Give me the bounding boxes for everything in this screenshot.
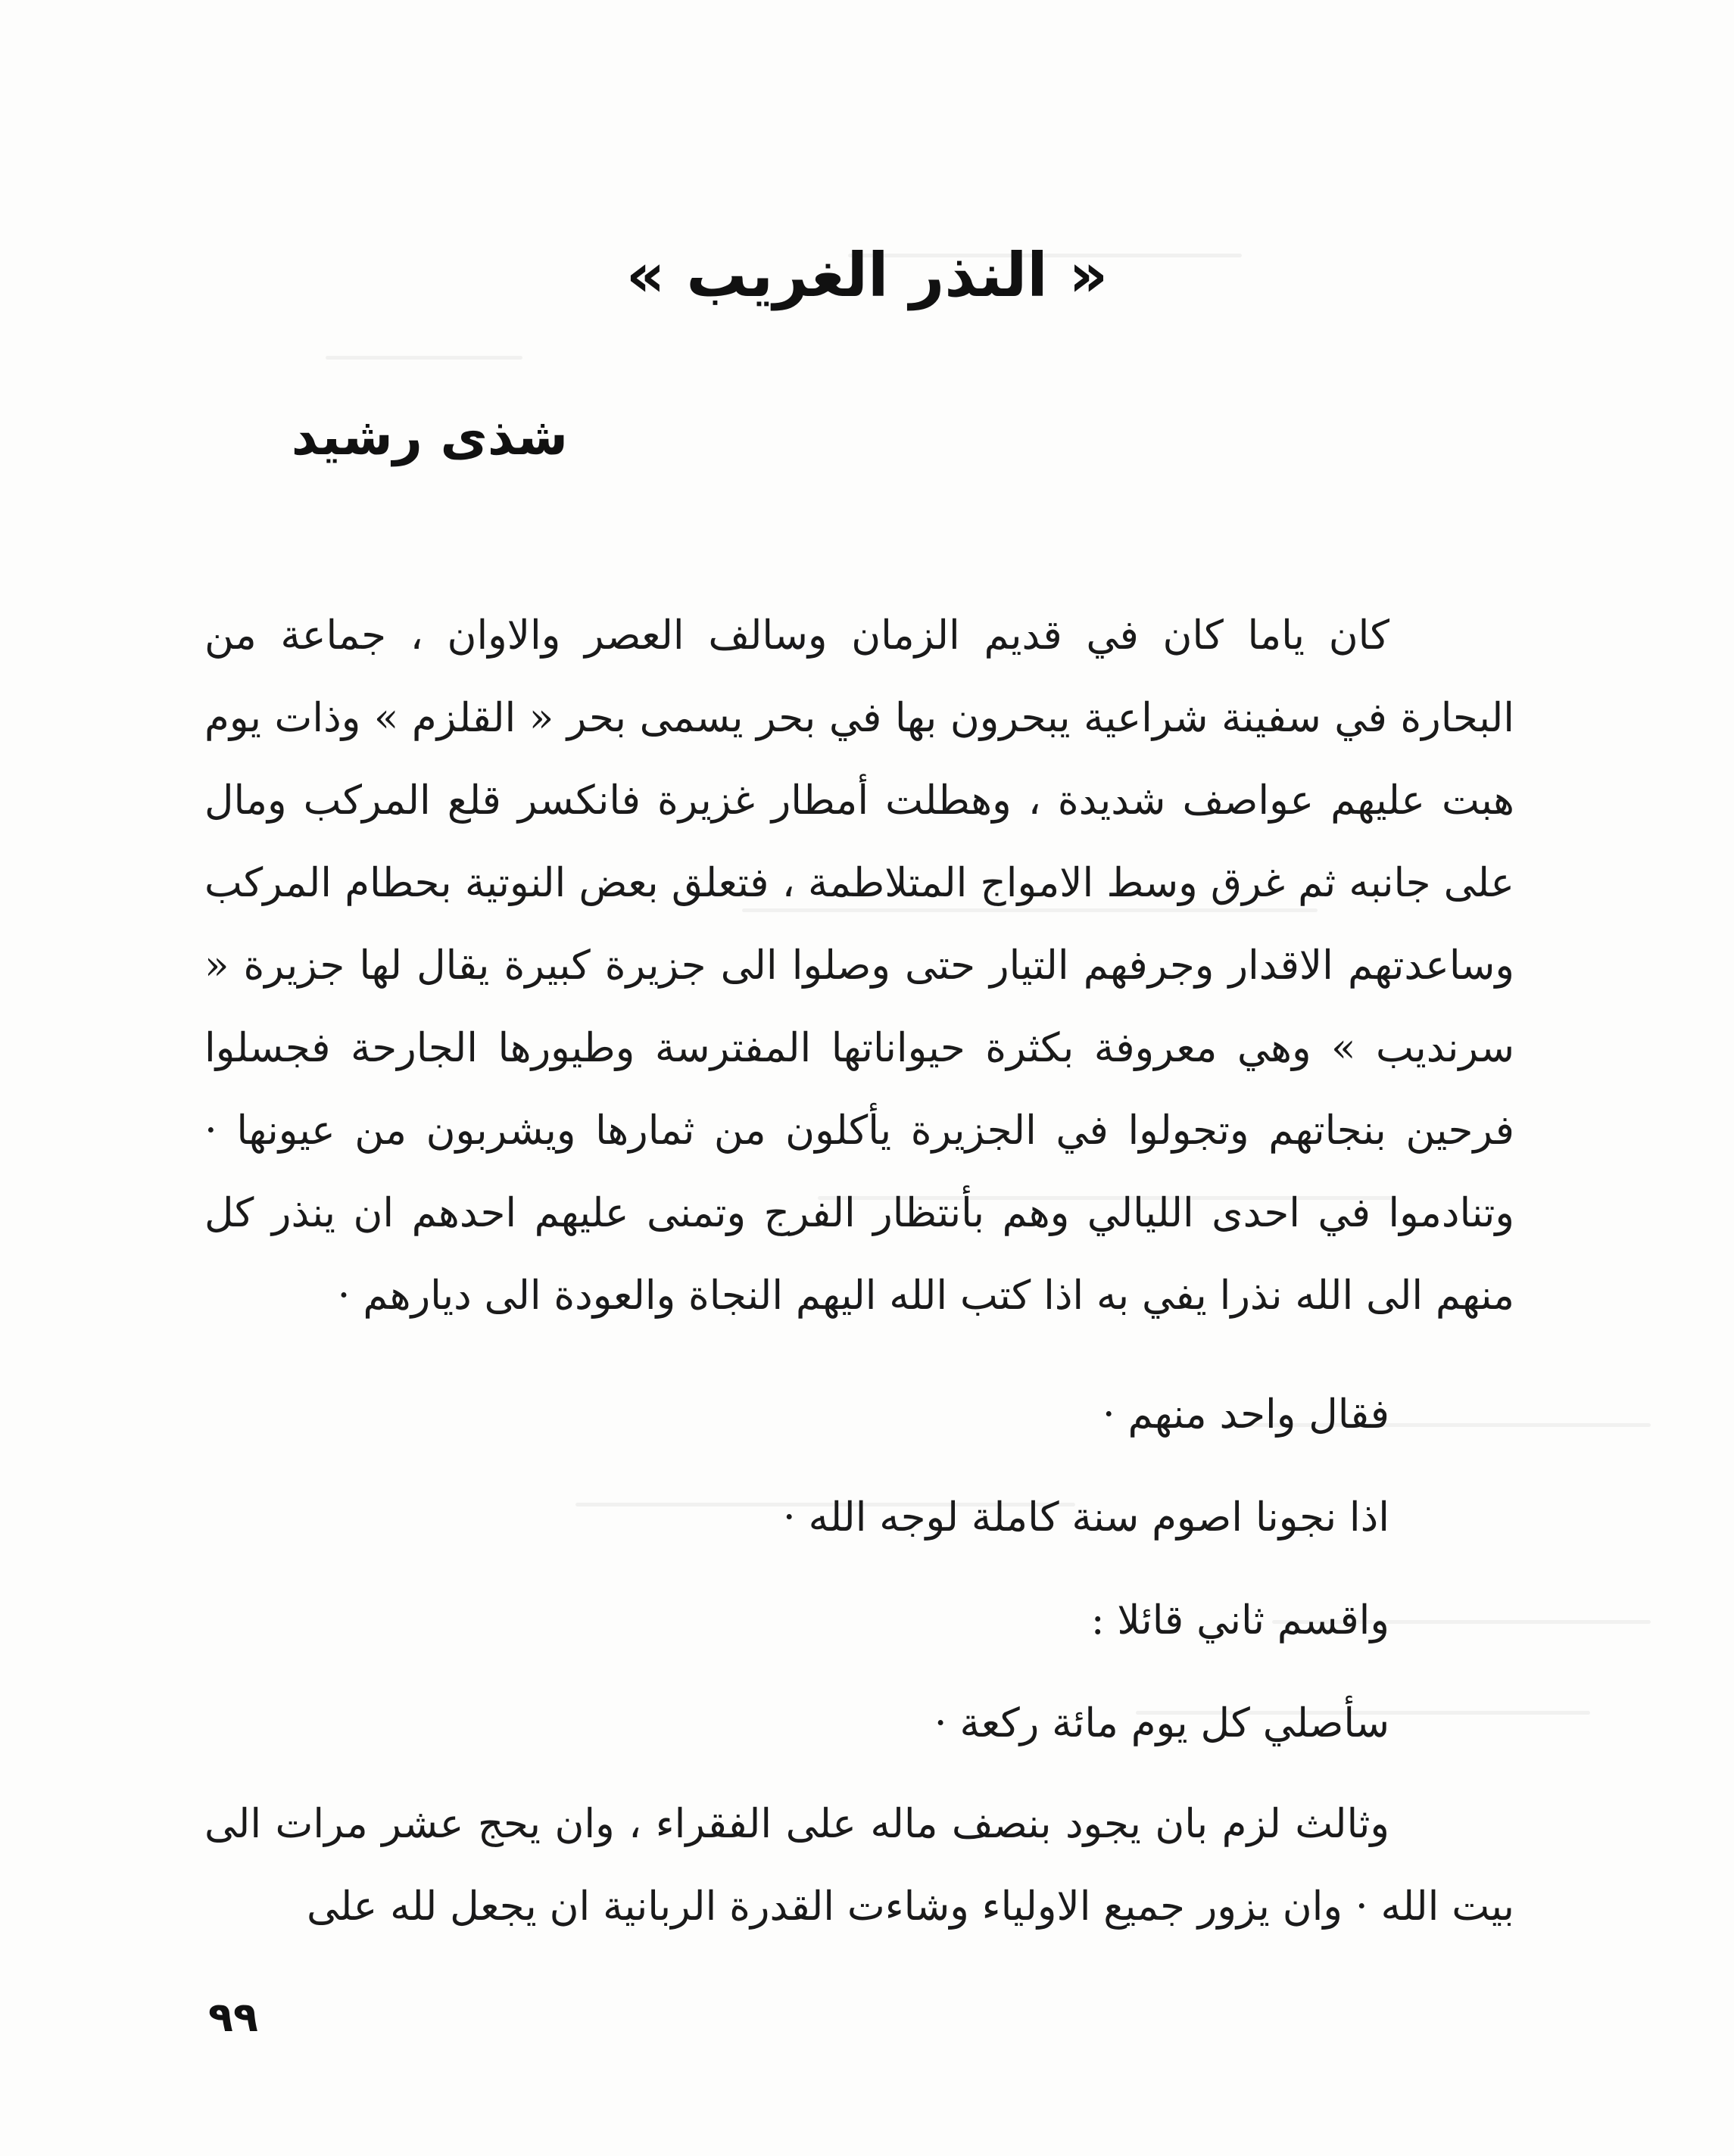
author-name: شذى رشيد (291, 407, 568, 467)
dialogue-line: فقال واحد منهم · (1102, 1391, 1389, 1438)
story-title: « النذر الغريب » (625, 239, 1109, 310)
dialogue-line: اذا نجونا اصوم سنة كاملة لوجه الله · (782, 1494, 1389, 1541)
dialogue-line: سأصلي كل يوم مائة ركعة · (934, 1700, 1389, 1746)
page-number: ٩٩ (208, 1993, 258, 2041)
dialogue-line: واقسم ثاني قائلا : (1090, 1597, 1389, 1643)
bleed-through-line (326, 356, 522, 360)
story-body (204, 594, 1514, 1948)
opening-paragraph: كان ياما كان في قديم الزمان وسالف العصر والاوان ، جماعة من البحارة في سفينة شراعية يبحرون بها في بحر يسمى بحر « القلزم » وذات يوم هبت عليهم عواصف شديدة ، وهطلت أمطار غزيرة فانكسر قلع المركب ومال على جانبه ثم غرق وسط الامواج المتلاطمة ، فتعلق بعض النوتية بحطام المركب وساعدتهم الاقدار وجرفهم التيار حتى وصلوا الى جزيرة كبيرة يقال لها جزيرة « سرنديب » وهي معروفة بكثرة حيواناتها المفترسة وطيورها الجارحة فجسلوا فرحين بنجاتهم وتجولوا في الجزيرة يأكلون من ثمارها ويشربون من عيونها · وتنادموا في احدى الليالي وهم بأنتظار الفرج وتمنى عليهم احدهم ان ينذر كل منهم الى الله نذرا يفي به اذا كتب الله اليهم النجاة والعودة الى ديارهم · (204, 612, 1514, 1319)
closing-paragraph: وثالث لزم بان يجود بنصف ماله على الفقراء ، وان يحج عشر مرات الى بيت الله · وان يزور جميع الاولياء وشاءت القدرة الربانية ان يجعل لله على (204, 1801, 1514, 1930)
